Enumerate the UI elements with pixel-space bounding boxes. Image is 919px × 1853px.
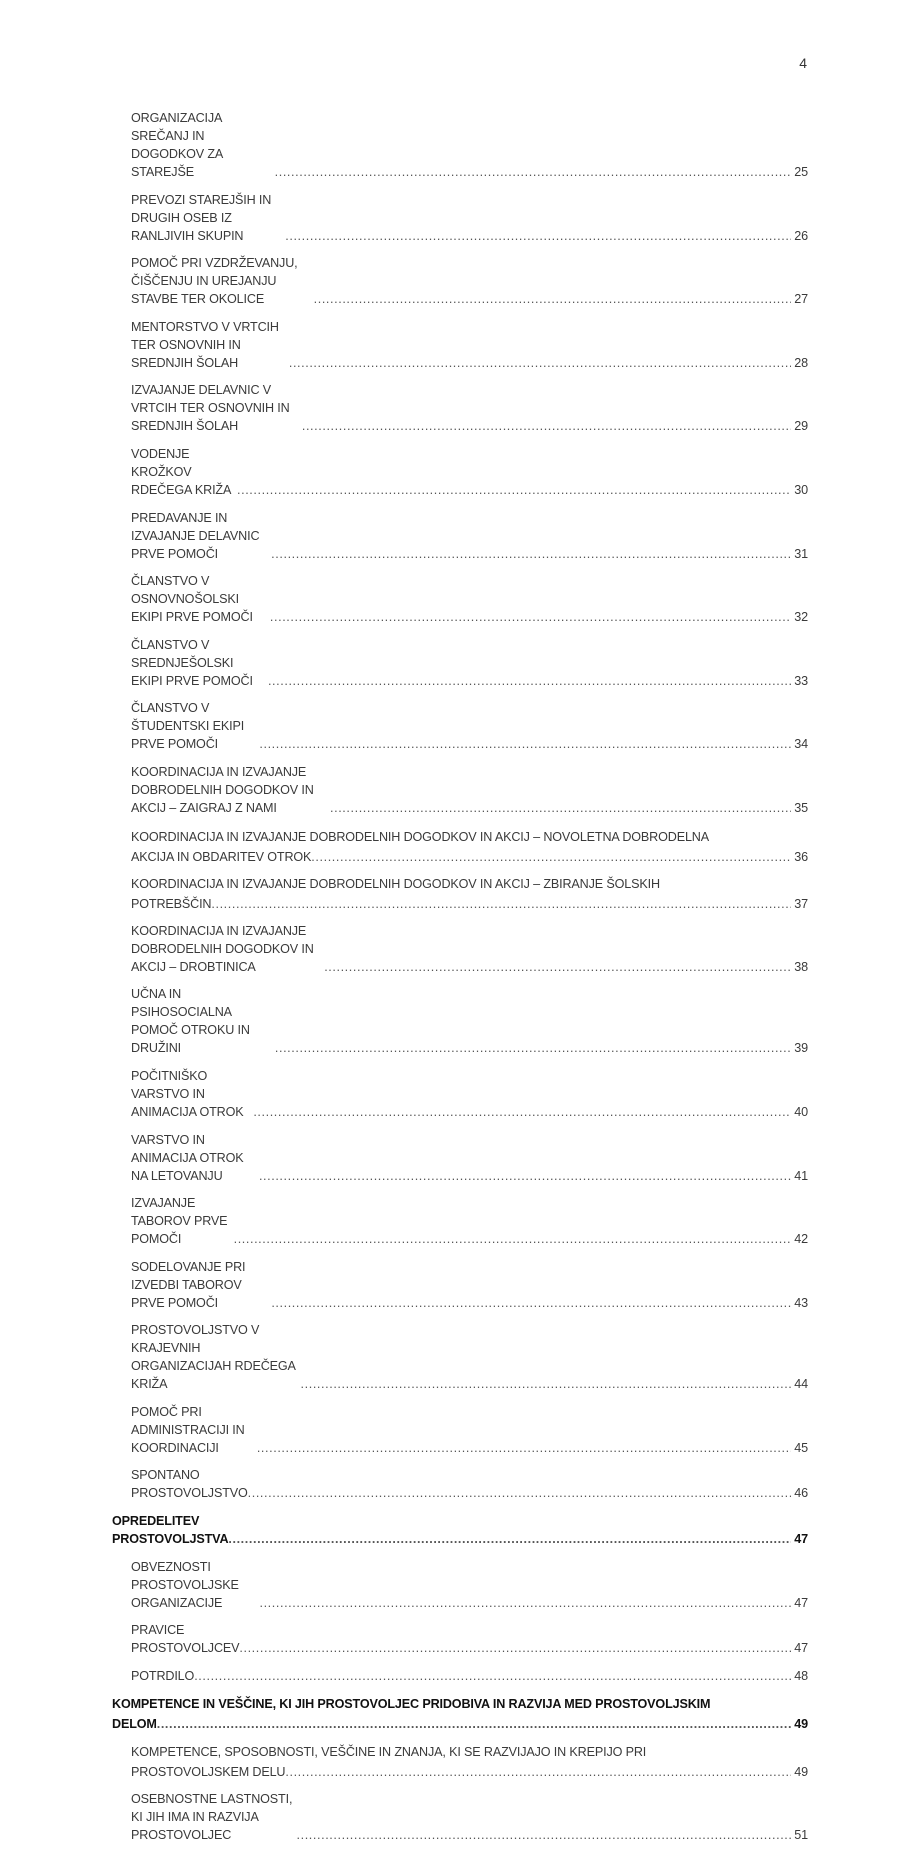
toc-entry-title: IZVAJANJE DELAVNIC V VRTCIH TER OSNOVNIH IN SREDNJIH ŠOLAH (131, 383, 290, 434)
toc-entry-page: 40 (794, 1104, 808, 1119)
toc-entry-page: 48 (794, 1668, 808, 1683)
dot-leader (194, 1667, 791, 1685)
toc-entry[interactable] (112, 381, 808, 435)
toc-entry-page: 35 (794, 800, 808, 815)
toc-entry-title-line1: KOMPETENCE, SPOSOBNOSTI, VEŠČINE IN ZNANJA, KI SE RAZVIJAJO IN KREPIJO PRI (131, 1745, 647, 1760)
toc-entry-title: IZVAJANJE TABOROV PRVE POMOČI (131, 1196, 228, 1247)
page-number: 4 (799, 55, 807, 71)
toc-entry-page: 34 (794, 737, 808, 752)
toc-entry[interactable] (112, 1258, 808, 1312)
toc-section-heading[interactable] (112, 1512, 808, 1548)
toc-entry[interactable] (112, 1194, 808, 1248)
toc-entry-page: 27 (794, 292, 808, 307)
dot-leader (259, 735, 791, 753)
toc-entry-page: 49 (794, 1717, 808, 1732)
toc-entry-title-line2: POTREBŠČIN (131, 897, 212, 912)
toc-entry-title: ČLANSTVO V ŠTUDENTSKI EKIPI PRVE POMOČI (131, 701, 245, 752)
toc-entry-title: SPONTANO PROSTOVOLJSTVO (131, 1468, 248, 1501)
toc-entry[interactable] (112, 1067, 808, 1121)
toc-entry[interactable] (112, 636, 808, 690)
toc-section-heading[interactable] (112, 1694, 808, 1734)
toc-entry-title-line1: KOORDINACIJA IN IZVAJANJE DOBRODELNIH DOGODKOV IN AKCIJ – ZBIRANJE ŠOLSKIH (131, 877, 660, 892)
toc-entry[interactable] (112, 874, 808, 914)
toc-entry-page: 47 (794, 1532, 808, 1547)
toc-entry[interactable] (112, 985, 808, 1057)
toc-entry-title: OPREDELITEV PROSTOVOLJSTVA (112, 1514, 229, 1547)
toc-entry-page: 41 (794, 1168, 808, 1183)
toc-entry-title: PROSTOVOLJSTVO V KRAJEVNIH ORGANIZACIJAH RDEČEGA KRIŽA (131, 1323, 296, 1392)
dot-leader (289, 354, 791, 372)
dot-leader (275, 163, 791, 181)
toc-entry-title-line2: DELOM (112, 1717, 157, 1732)
dot-leader (311, 847, 791, 867)
toc-entry-title: ČLANSTVO V SREDNJEŠOLSKI EKIPI PRVE POMOČI (131, 637, 253, 688)
toc-entry-title: KOORDINACIJA IN IZVAJANJE DOBRODELNIH DOGODKOV IN AKCIJ – DROBTINICA (131, 923, 314, 974)
toc-entry-title: OSEBNOSTNE LASTNOSTI, KI JIH IMA IN RAZVIJA PROSTOVOLJEC (131, 1791, 293, 1842)
toc-entry[interactable] (112, 509, 808, 563)
toc-entry[interactable] (112, 1621, 808, 1657)
toc-entry-page: 36 (794, 849, 808, 864)
toc-entry-page: 43 (794, 1295, 808, 1310)
toc-entry[interactable] (112, 1466, 808, 1502)
toc-entry-page: 49 (794, 1765, 808, 1780)
toc-entry[interactable] (112, 191, 808, 245)
dot-leader (259, 1594, 791, 1612)
toc-entry-page: 37 (794, 897, 808, 912)
dot-leader (211, 894, 791, 914)
dot-leader (275, 1039, 791, 1057)
toc-entry-page: 47 (794, 1595, 808, 1610)
toc-entry-page: 32 (794, 610, 808, 625)
toc-entry[interactable] (112, 1403, 808, 1457)
toc-entry-title: PREDAVANJE IN IZVAJANJE DELAVNIC PRVE POMOČI (131, 510, 260, 561)
dot-leader (268, 672, 791, 690)
toc-entry-title: OBVEZNOSTI PROSTOVOLJSKE ORGANIZACIJE (131, 1559, 239, 1610)
toc-entry[interactable] (112, 1558, 808, 1612)
toc-entry-page: 38 (794, 959, 808, 974)
dot-leader (248, 1484, 791, 1502)
toc-entry[interactable] (112, 827, 808, 867)
toc-entry-title-line1: KOMPETENCE IN VEŠČINE, KI JIH PROSTOVOLJEC PRIDOBIVA IN RAZVIJA MED PROSTOVOLJSKIM (112, 1697, 711, 1712)
toc-entry-title: POMOČ PRI ADMINISTRACIJI IN KOORDINACIJI (131, 1404, 245, 1455)
dot-leader (314, 290, 791, 308)
toc-entry-title: UČNA IN PSIHOSOCIALNA POMOČ OTROKU IN DRUŽINI (131, 987, 250, 1056)
dot-leader (237, 481, 791, 499)
dot-leader (285, 227, 791, 245)
dot-leader (270, 608, 791, 626)
toc-entry-title: POTRDILO (131, 1668, 195, 1683)
dot-leader (271, 545, 791, 563)
toc-entry-page: 31 (794, 546, 808, 561)
toc-entry-page: 25 (794, 165, 808, 179)
toc-entry-title: ČLANSTVO V OSNOVNOŠOLSKI EKIPI PRVE POMOČI (131, 574, 253, 625)
toc-entry-title: VODENJE KROŽKOV RDEČEGA KRIŽA (131, 446, 232, 497)
toc-entry[interactable] (112, 1321, 808, 1393)
toc-entry[interactable] (112, 572, 808, 626)
toc-entry-page: 46 (794, 1486, 808, 1501)
toc-entry[interactable] (112, 109, 808, 181)
toc-entry[interactable] (112, 763, 808, 817)
toc-entry-title: PREVOZI STAREJŠIH IN DRUGIH OSEB IZ RANLJIVIH SKUPIN (131, 192, 272, 243)
dot-leader (228, 1530, 791, 1548)
toc-entry-page: 33 (794, 673, 808, 688)
toc-entry-page: 45 (794, 1440, 808, 1455)
toc-entry-page: 29 (794, 419, 808, 434)
toc-entry-page: 39 (794, 1041, 808, 1056)
toc-entry[interactable] (112, 1742, 808, 1782)
toc-entry-title-line1: KOORDINACIJA IN IZVAJANJE DOBRODELNIH DOGODKOV IN AKCIJ – NOVOLETNA DOBRODELNA (131, 829, 709, 844)
dot-leader (302, 417, 791, 435)
toc-entry[interactable] (112, 1131, 808, 1185)
toc-entry[interactable] (112, 318, 808, 372)
toc-entry[interactable] (112, 1790, 808, 1844)
toc-entry-title-line2: AKCIJA IN OBDARITEV OTROK (131, 849, 312, 864)
toc-entry-title-line2: PROSTOVOLJSKEM DELU (131, 1765, 286, 1780)
dot-leader (253, 1103, 791, 1121)
dot-leader (157, 1714, 792, 1734)
toc-entry-title: PRAVICE PROSTOVOLJCEV (131, 1623, 240, 1656)
dot-leader (297, 1826, 791, 1844)
toc-entry-title: SODELOVANJE PRI IZVEDBI TABOROV PRVE POMOČI (131, 1259, 246, 1310)
toc-entry[interactable] (112, 254, 808, 308)
dot-leader (257, 1439, 791, 1457)
toc-entry-page: 47 (794, 1641, 808, 1656)
dot-leader (271, 1294, 791, 1312)
toc-entry-page: 51 (794, 1827, 808, 1842)
toc-entry-page: 26 (794, 228, 808, 243)
toc-entry-page: 42 (794, 1232, 808, 1247)
toc-entry-title: MENTORSTVO V VRTCIH TER OSNOVNIH IN SREDNJIH ŠOLAH (131, 319, 279, 370)
toc-entry-page: 44 (794, 1377, 808, 1392)
toc-entry-title: KOORDINACIJA IN IZVAJANJE DOBRODELNIH DOGODKOV IN AKCIJ – ZAIGRAJ Z NAMI (131, 764, 314, 815)
dot-leader (239, 1639, 791, 1657)
dot-leader (330, 799, 791, 817)
toc-entry-title: POMOČ PRI VZDRŽEVANJU, ČIŠČENJU IN UREJANJU STAVBE TER OKOLICE (131, 256, 298, 307)
dot-leader (301, 1375, 791, 1393)
toc-entry-title: POČITNIŠKO VARSTVO IN ANIMACIJA OTROK (131, 1068, 244, 1119)
toc-entry[interactable] (112, 922, 808, 976)
toc-entry[interactable] (112, 445, 808, 499)
toc-entry[interactable] (112, 1667, 808, 1685)
dot-leader (324, 958, 791, 976)
toc-entry-title: ORGANIZACIJA SREČANJ IN DOGODKOV ZA STAREJŠE (131, 111, 223, 179)
toc-entry-page: 28 (794, 355, 808, 370)
dot-leader (285, 1762, 791, 1782)
toc-entry-page: 30 (794, 482, 808, 497)
table-of-contents (112, 109, 808, 1853)
toc-entry-title: VARSTVO IN ANIMACIJA OTROK NA LETOVANJU (131, 1132, 244, 1183)
dot-leader (234, 1230, 791, 1248)
dot-leader (259, 1167, 791, 1185)
toc-entry[interactable] (112, 699, 808, 753)
